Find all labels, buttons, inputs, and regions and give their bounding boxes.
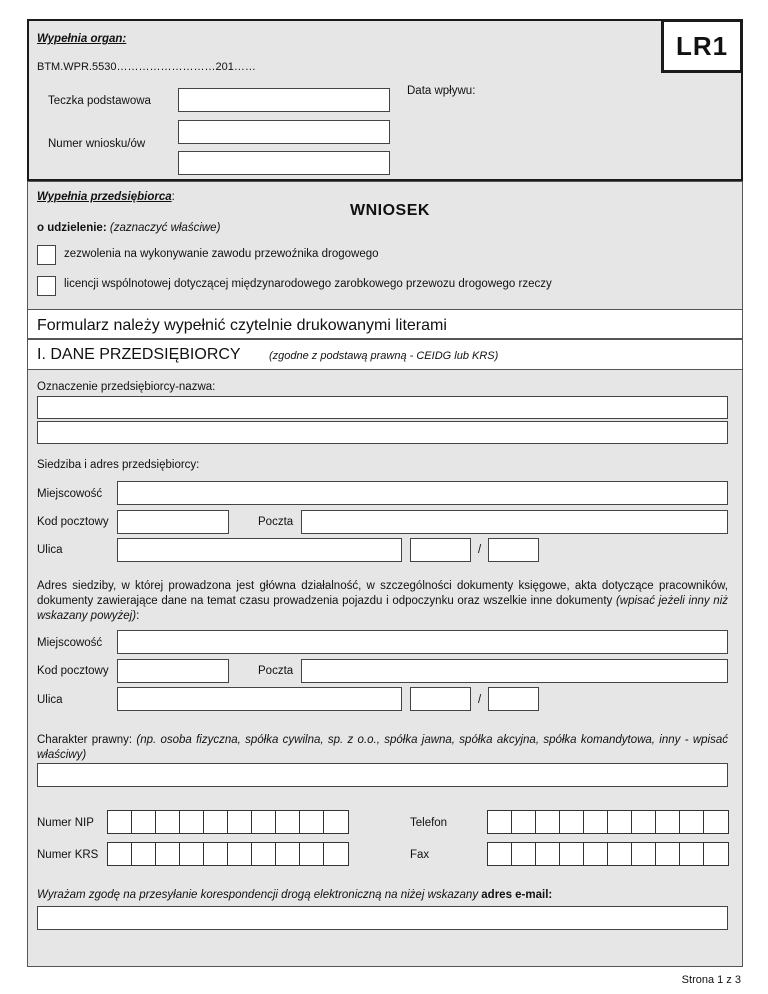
section1-subtitle: (zgodne z podstawą prawną - CEIDG lub KRS) [269, 350, 499, 362]
poczta-label: Poczta [258, 516, 294, 528]
teczka-input[interactable] [178, 88, 390, 112]
telefon-input[interactable] [487, 810, 729, 834]
miejscowosc-label: Miejscowość [37, 488, 103, 500]
kod-pocztowy-input[interactable] [117, 510, 229, 534]
kod-pocztowy-label: Kod pocztowy [37, 516, 109, 528]
email-input[interactable] [37, 906, 728, 930]
teczka-label: Teczka podstawowa [48, 95, 151, 107]
miejscowosc-2-input[interactable] [117, 630, 728, 654]
poczta-input[interactable] [301, 510, 728, 534]
charakter-prawny-label: Charakter prawny: (np. osoba fizyczna, spółka cywilna, sp. z o.o., spółka jawna, spółka akcyjna, spółka komandytowa, inny - wpisać właściwy) [37, 734, 728, 761]
fax-input[interactable] [487, 842, 729, 866]
organ-heading: Wypełnia organ: [37, 33, 127, 45]
numer-wniosku-input-1[interactable] [178, 120, 390, 144]
krs-input[interactable] [107, 842, 349, 866]
form-code-badge: LR1 [661, 19, 743, 73]
miejscowosc-2-label: Miejscowość [37, 637, 103, 649]
ulica-input[interactable] [117, 538, 402, 562]
instruction-text: Formularz należy wypełnić czytelnie drukowanymi literami [37, 317, 447, 334]
email-consent-label: Wyrażam zgodę na przesyłanie korespondencji drogą elektroniczną na niżej wskazany adres e-mail: [37, 889, 553, 901]
house-number-input[interactable] [410, 538, 471, 562]
przedsiebiorca-heading: Wypełnia przedsiębiorca: [37, 191, 175, 203]
house-number-2-input[interactable] [410, 687, 471, 711]
poczta-2-label: Poczta [258, 665, 294, 677]
numer-wniosku-input-2[interactable] [178, 151, 390, 175]
telefon-label: Telefon [410, 817, 448, 829]
name-input-1[interactable] [37, 396, 728, 419]
name-input-2[interactable] [37, 421, 728, 444]
ulica-label: Ulica [37, 544, 63, 556]
nip-input[interactable] [107, 810, 349, 834]
apartment-number-input[interactable] [488, 538, 539, 562]
ulica-2-input[interactable] [117, 687, 402, 711]
kod-pocztowy-2-input[interactable] [117, 659, 229, 683]
apartment-number-2-input[interactable] [488, 687, 539, 711]
zezwolenie-checkbox[interactable] [37, 245, 56, 265]
licencja-option-label: licencji wspólnotowej dotyczącej międzynarodowego zarobkowego przewozu drogowego rzeczy [64, 278, 552, 290]
licencja-checkbox[interactable] [37, 276, 56, 296]
page-number: Strona 1 z 3 [681, 974, 741, 986]
slash-separator-2: / [478, 694, 482, 706]
charakter-prawny-input[interactable] [37, 763, 728, 787]
krs-label: Numer KRS [37, 849, 99, 861]
data-wplywu-label: Data wpływu: [407, 85, 476, 97]
nip-label: Numer NIP [37, 817, 94, 829]
miejscowosc-input[interactable] [117, 481, 728, 505]
kod-pocztowy-2-label: Kod pocztowy [37, 665, 109, 677]
name-label: Oznaczenie przedsiębiorcy-nazwa: [37, 381, 216, 393]
slash-separator: / [478, 544, 482, 556]
seat-label: Siedziba i adres przedsiębiorcy: [37, 459, 200, 471]
ulica-2-label: Ulica [37, 694, 63, 706]
numer-wniosku-label: Numer wniosku/ów [48, 138, 146, 150]
zezwolenie-option-label: zezwolenia na wykonywanie zawodu przewoźnika drogowego [64, 248, 379, 260]
fax-label: Fax [410, 849, 430, 861]
reference-number: BTM.WPR.5530………………………201…… [37, 61, 256, 73]
poczta-2-input[interactable] [301, 659, 728, 683]
section1-title: I. DANE PRZEDSIĘBIORCY [37, 346, 241, 363]
adres-description: Adres siedziby, w której prowadzona jest główna działalność, w szczególności dokumenty księgowe, akta dotyczące pracowników, dokumenty zawierające dane na temat czasu prowadzenia pojazdu i odpoczynku oraz wszelkie inne dokumenty (wpisać jeżeli inny niż wskazany powyżej): [37, 580, 728, 622]
wniosek-title: WNIOSEK [350, 202, 430, 219]
o-udzielenie-label: o udzielenie: (zaznaczyć właściwe) [37, 222, 221, 234]
